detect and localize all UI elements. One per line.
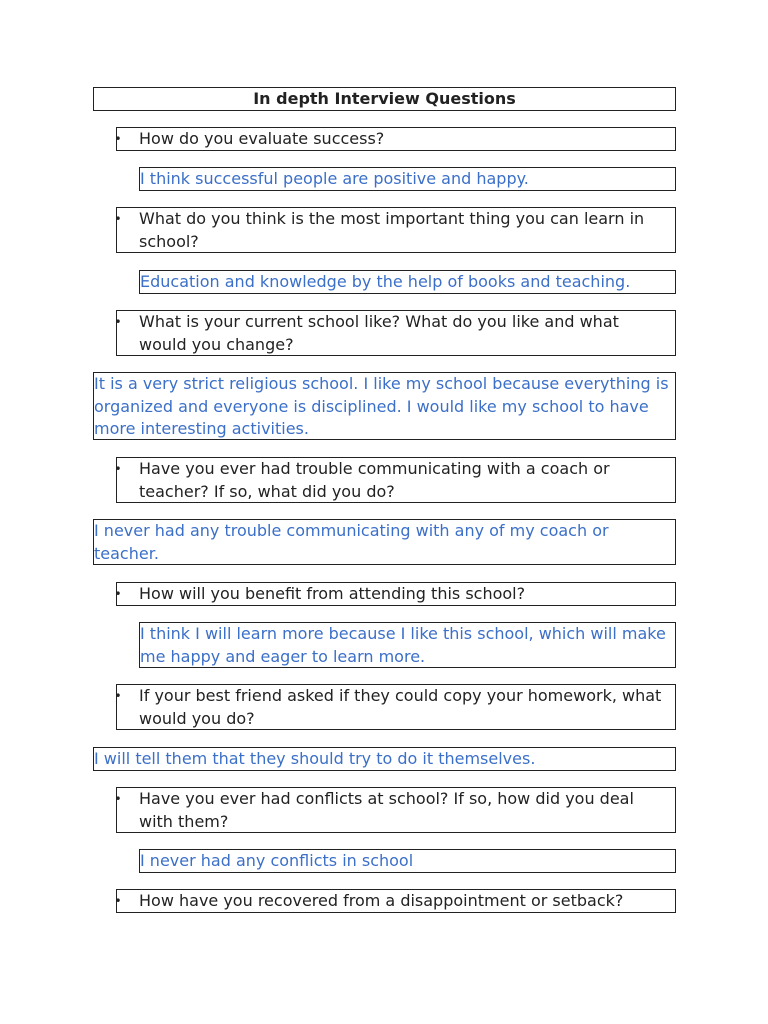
answer-2: Education and knowledge by the help of books and teaching. bbox=[139, 270, 676, 294]
answer-1: I think successful people are positive and happy. bbox=[139, 167, 676, 191]
question-text: What is your current school like? What do you like and what would you change? bbox=[139, 312, 619, 354]
bullet-icon: • bbox=[114, 462, 122, 476]
question-text: How have you recovered from a disappointment or setback? bbox=[139, 891, 624, 910]
question-2 bbox=[116, 207, 676, 253]
bullet-icon: • bbox=[114, 587, 122, 601]
answer-4: I never had any trouble communicating with any of my coach or teacher. bbox=[93, 519, 676, 565]
answer-7: I never had any conflicts in school bbox=[139, 849, 676, 873]
bullet-icon: • bbox=[114, 212, 122, 226]
question-5 bbox=[116, 582, 676, 606]
question-7 bbox=[116, 787, 676, 833]
answer-5: I think I will learn more because I like this school, which will make me happy and eager to learn more. bbox=[139, 622, 676, 668]
question-text: Have you ever had conflicts at school? If so, how did you deal with them? bbox=[139, 789, 634, 831]
page-title: In depth Interview Questions bbox=[93, 87, 676, 111]
bullet-icon: • bbox=[114, 315, 122, 329]
question-1 bbox=[116, 127, 676, 151]
answer-3: It is a very strict religious school. I like my school because everything is organized and everyone is disciplined. I would like my school to have more interesting activities. bbox=[93, 372, 676, 440]
bullet-icon: • bbox=[114, 894, 122, 908]
question-4 bbox=[116, 457, 676, 503]
question-text: If your best friend asked if they could copy your homework, what would you do? bbox=[139, 686, 662, 728]
question-text: How will you benefit from attending this school? bbox=[139, 584, 526, 603]
question-3 bbox=[116, 310, 676, 356]
bullet-icon: • bbox=[114, 792, 122, 806]
question-8 bbox=[116, 889, 676, 913]
question-text: Have you ever had trouble communicating with a coach or teacher? If so, what did you do? bbox=[139, 459, 610, 501]
question-6 bbox=[116, 684, 676, 730]
question-text: How do you evaluate success? bbox=[139, 129, 385, 148]
answer-6: I will tell them that they should try to do it themselves. bbox=[93, 747, 676, 771]
question-text: What do you think is the most important thing you can learn in school? bbox=[139, 209, 645, 251]
bullet-icon: • bbox=[114, 132, 122, 146]
bullet-icon: • bbox=[114, 689, 122, 703]
